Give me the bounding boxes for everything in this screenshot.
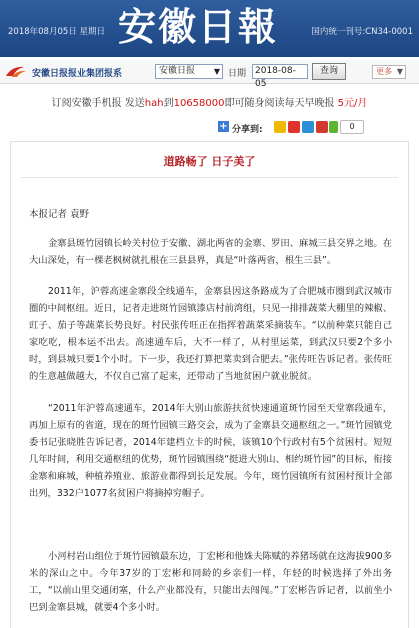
- issn-label: 国内统一刊号:CN34-0001: [311, 27, 413, 37]
- promo-text-pre: 订阅安徽手机报 发送: [51, 98, 145, 109]
- weibo-share-icon[interactable]: [288, 121, 300, 133]
- promo-code: hah: [144, 98, 164, 109]
- share-count: 0: [340, 120, 364, 134]
- renren-share-icon[interactable]: [316, 121, 328, 133]
- article-title: 道路畅了 日子美了: [163, 155, 256, 168]
- newspaper-logo[interactable]: 安徽日報: [118, 4, 279, 49]
- more-dropdown[interactable]: [372, 65, 406, 79]
- share-label: 分享到:: [232, 125, 263, 135]
- article-panel: [10, 141, 409, 628]
- paper-select-value: 安徽日报: [159, 66, 196, 76]
- tencent-weibo-share-icon[interactable]: [302, 121, 314, 133]
- promo-text-mid: 到: [163, 98, 174, 109]
- article-paragraph: “2011年沪蓉高速通车，2014年大别山旅游扶贫快速通道斑竹园至天堂寨段通车，再加上原有的省道，现在的斑竹园镇三路交会，成为了金寨县交通枢纽之一。”斑竹园镇党委书记张晓胜告诉记者，2014年建档立卡的时候，该镇10个行政村有5个贫困村。短短几年时间，利用交通枢纽的优势，斑竹园镇围绕“挺进大别山、相约斑竹园”的目标，衔接金寨和麻城，种植养殖业、旅游业都得到长足发展。今年，斑竹园镇所有贫困村预计全部出列，332户1077名贫困户将摘掉穷帽子。: [29, 403, 392, 499]
- share-plus-icon[interactable]: +: [219, 121, 228, 132]
- more-dropdown-label: 更多: [376, 67, 392, 76]
- group-logo-icon[interactable]: [4, 64, 28, 79]
- article-paragraph: 2011年，沪蓉高速金寨段全线通车，金寨县因这条路成为了合肥城市圈到武汉城市圈的中间枢纽。近日，记者走进斑竹园镇漆店村前湾组，只见一排排蔬菜大棚里的辣椒、豇子、茄子等蔬菜长势良好。村民张传旺正在指挥着蔬菜采摘装车。“以前种菜只能自己家吃吃，根本运不出去。高速通车后，大不一样了，从村里运菜，到武汉只要2个多小时，到县城只要1个小时。下一步，我还打算把菜卖到合肥去。”张传旺告诉记者。张传旺的生意越做越大，不仅自己富了起来，还带动了当地贫困户就业脱贫。: [29, 286, 392, 382]
- chevron-down-icon: ▼: [213, 67, 220, 76]
- promo-text-post: 即可随身阅读每天早晚报: [224, 98, 338, 109]
- promo-number: 10658000: [173, 98, 225, 109]
- paper-select[interactable]: [155, 64, 223, 79]
- group-site-link[interactable]: 安徽日报报业集团报系: [32, 69, 123, 79]
- chevron-down-icon: ▼: [396, 67, 403, 76]
- wechat-share-icon[interactable]: [329, 121, 338, 133]
- mobile-subscription-promo[interactable]: [0, 94, 419, 109]
- date-label: 日期: [228, 69, 247, 79]
- article-byline: 本报记者 袁野: [29, 209, 90, 220]
- article-paragraph: 小河村岩山组位于斑竹园镇最东边，丁宏彬和他姝夫陈赋的养猪场就在这海拔900多米的深山之中。今年37岁的丁宏彬和同龄的乡亲们一样，年轻的时候选择了外出务工，“以前山里交通闭塞，什么产业都没有，只能出去闯闯。”丁宏彬告诉记者，以前坐小巴到金寨县城，就要4个多小时。: [29, 551, 392, 613]
- masthead-date: 2018年08月05日 星期日: [8, 27, 105, 37]
- article-paragraph: 金寨县斑竹园镇长岭关村位于安徽、湖北两省的金寨、罗田、麻城三县交界之地。在大山深处，有一棵老枫树就扎根在三县县界，真是“叶落两省，根生三县”。: [29, 238, 392, 266]
- qzone-share-icon[interactable]: [274, 121, 286, 133]
- promo-price: 5元/月: [337, 98, 368, 109]
- toolbar: [0, 60, 419, 89]
- title-divider: [21, 177, 398, 178]
- masthead: [0, 0, 419, 57]
- query-button[interactable]: 查询: [312, 63, 346, 80]
- date-input[interactable]: 2018-08-05: [252, 64, 308, 79]
